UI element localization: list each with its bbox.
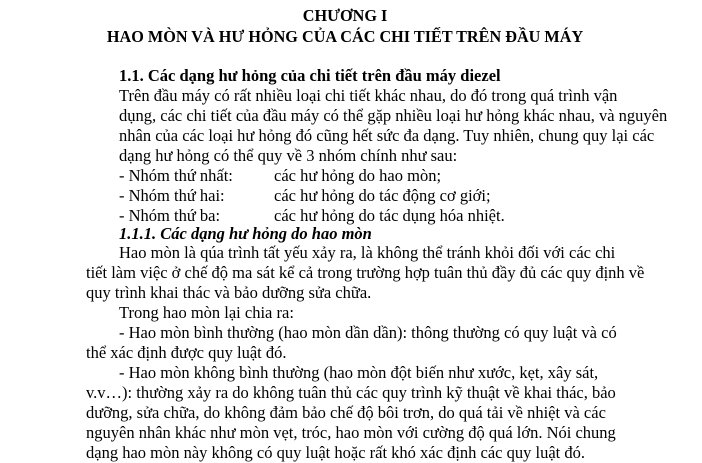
group-label: - Nhóm thứ nhất: <box>119 166 233 185</box>
section-para-line: dạng hư hỏng có thể quy về 3 nhóm chính như sau: <box>119 146 458 165</box>
wear-type-abnormal-line: dưỡng, sửa chữa, do không đảm bảo chế độ bôi trơn, do quá tải về nhiệt và các <box>86 403 606 422</box>
wear-type-abnormal-line: - Hao mòn không bình thường (hao mòn đột biến như xước, kẹt, xây sát, <box>119 363 599 382</box>
section-para-line <box>119 86 641 106</box>
section-para-line-text: Trên đầu máy có rất nhiều loại chi tiết khác nhau, do đó trong quá trình vận <box>119 86 618 105</box>
wear-type-normal-line: thể xác định được quy luật đó. <box>86 343 287 362</box>
subsection-para-line: Hao mòn là qúa trình tất yếu xảy ra, là không thể tránh khỏi đối với các chi <box>119 243 616 262</box>
group-label: - Nhóm thứ hai: <box>119 186 225 205</box>
section-heading: 1.1. Các dạng hư hỏng của chi tiết trên đầu máy diezel <box>119 66 501 85</box>
wear-type-abnormal-line: dạng hao mòn này không có quy luật hoặc rất khó xác định các quy luật đó. <box>86 443 585 462</box>
group-desc: các hư hỏng do tác dụng hóa nhiệt. <box>274 206 505 225</box>
group-desc: các hư hỏng do hao mòn; <box>274 166 442 185</box>
chapter-title: HAO MÒN VÀ HƯ HỎNG CỦA CÁC CHI TIẾT TRÊN ĐẦU MÁY <box>106 27 584 46</box>
subsection-heading: 1.1.1. Các dạng hư hỏng do hao mòn <box>119 224 372 243</box>
section-para-line: nhân của các loại hư hỏng đó cũng hết sức đa dạng. Tuy nhiên, chung quy lại các <box>119 126 655 145</box>
group-desc: các hư hỏng do tác động cơ giới; <box>274 186 491 205</box>
wear-type-abnormal-line: nguyên nhân khác như mòn vẹt, tróc, hao mòn với cường độ quá lớn. Nói chung <box>86 423 616 442</box>
section-para-line: dụng, các chi tiết của đầu máy có thể gặp nhiều loại hư hỏng khác nhau, và nguyên <box>119 106 668 125</box>
wear-type-normal-line: - Hao mòn bình thường (hao mòn dần dần): thông thường có quy luật và có <box>119 323 617 342</box>
subsection-para2: Trong hao mòn lại chia ra: <box>119 303 294 322</box>
subsection-para-line: quy trình khai thác và bảo dưỡng sửa chữa. <box>86 283 372 302</box>
group-label: - Nhóm thứ ba: <box>119 206 221 225</box>
chapter-label: CHƯƠNG I <box>302 6 388 25</box>
wear-type-abnormal-line: v.v…): thường xảy ra do không tuân thủ các quy trình kỹ thuật về khai thác, bảo <box>86 383 616 402</box>
subsection-para-line: tiết làm việc ở chế độ ma sát kể cả trong trường hợp tuân thủ đầy đủ các quy định về <box>86 263 645 282</box>
